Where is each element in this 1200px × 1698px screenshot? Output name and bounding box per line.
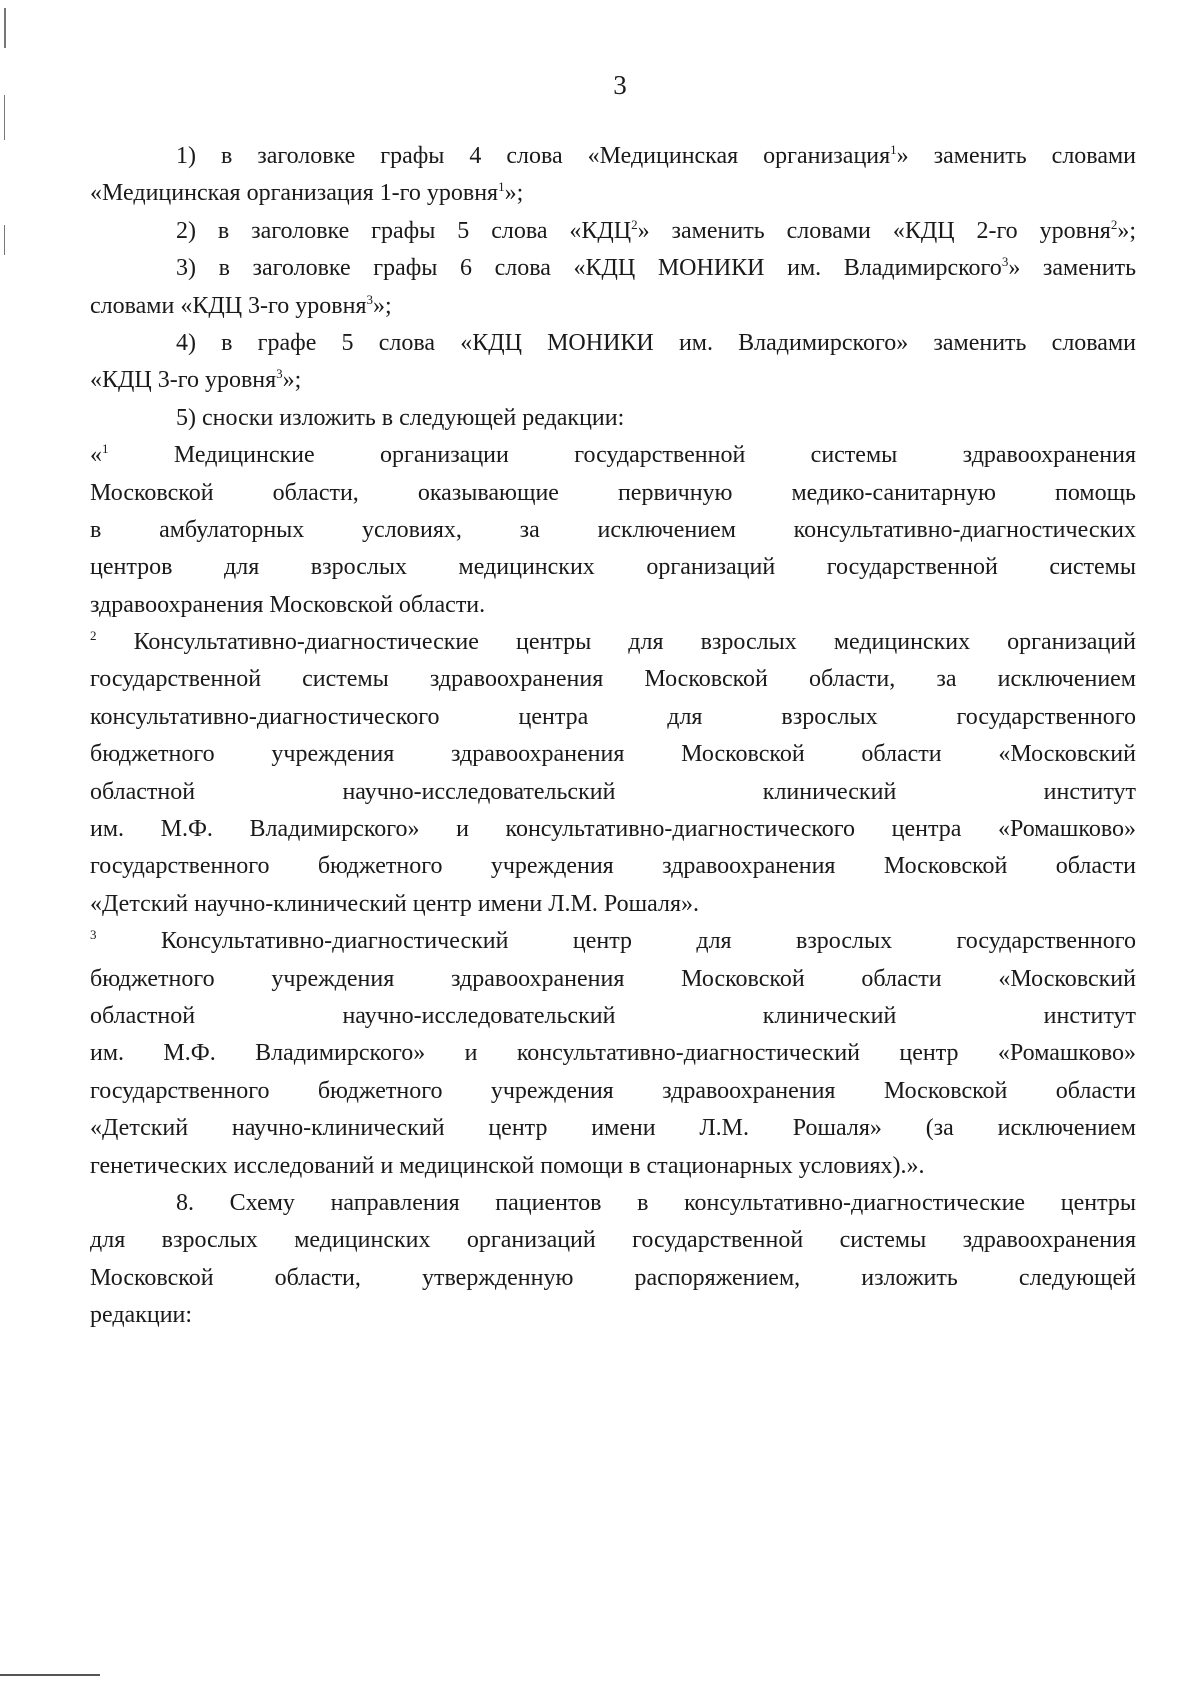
text-line [90,1035,1136,1072]
text-run: государственного бюджетного учреждения здравоохранения Московской области [90,853,1136,880]
text-line [90,362,1136,399]
text-run: им. М.Ф. Владимирского» и консультативно-диагностического центра «Ромашково» [90,816,1136,843]
text-run: 2) в заголовке графы 5 слова «КДЦ [176,217,632,244]
text-line [90,923,1136,960]
text-run: здравоохранения Московской области. [90,591,486,618]
footnote-marker: 3 [1001,254,1009,270]
text-run: 1) в заголовке графы 4 слова «Медицинская организация [176,143,891,169]
text-line [90,325,1136,362]
text-run: областной научно-исследовательский клинический институт [90,1002,1136,1029]
text-line [90,624,1136,661]
text-line [90,512,1136,549]
text-run: 3) в заголовке графы 6 слова «КДЦ МОНИКИ им. Владимирского [176,255,1002,282]
text-run: Консультативно-диагностический центр для взрослых государственного [96,928,1136,955]
text-run: 5) сноски изложить в следующей редакции: [176,404,625,431]
text-line [90,1073,1136,1110]
text-line [90,475,1136,512]
text-run: Московской области, утвержденную распоряжением, изложить следующей [90,1264,1136,1291]
text-line [90,699,1136,736]
text-run: в амбулаторных условиях, за исключением консультативно-диагностических [90,516,1136,543]
text-run: «Детский научно-клинический центр имени Л.М. Рошаля». [90,890,699,917]
text-run: »; [1117,217,1136,244]
text-run: Медицинские организации государственной системы здравоохранения [108,442,1136,469]
footnote-rule [0,1674,100,1676]
text-line [90,736,1136,773]
text-run: генетических исследований и медицинской помощи в стационарных условиях).». [90,1152,925,1179]
footnote-marker: 3 [90,927,97,943]
text-run: 8. Схему направления пациентов в консультативно-диагностические центры [176,1189,1136,1216]
text-line [90,175,1136,212]
text-run: бюджетного учреждения здравоохранения Московской области «Московский [90,741,1136,768]
scan-edge-mark [4,225,5,255]
text-line [90,661,1136,698]
footnote-marker: 3 [366,291,373,307]
text-line [90,549,1136,586]
text-run: «Детский научно-клинический центр имени Л.М. Рошаля» (за исключением [90,1115,1136,1142]
footnote-marker: 1 [102,441,109,457]
text-line [90,587,1136,624]
text-run: государственного бюджетного учреждения здравоохранения Московской области [90,1077,1136,1104]
text-line [90,213,1136,250]
text-line [90,774,1136,811]
footnote-marker: 2 [631,216,638,232]
text-run: бюджетного учреждения здравоохранения Московской области «Московский [90,965,1136,992]
footnote-marker: 2 [1110,216,1118,232]
text-run: «Медицинская организация 1-го уровня [90,180,499,207]
text-run: » заменить словами [896,143,1136,169]
text-line [90,1260,1136,1297]
footnote-marker: 2 [90,628,97,644]
text-run: »; [282,367,302,394]
text-run: «КДЦ 3-го уровня [90,367,277,394]
text-run: для взрослых медицинских организаций государственной системы здравоохранения [90,1227,1136,1254]
document-body [90,138,1136,1335]
text-run: « [90,442,102,469]
text-line [90,998,1136,1035]
text-line [90,250,1136,287]
page-number: 3 [613,70,627,100]
text-run: Московской области, оказывающие первичную медико-санитарную помощь [90,479,1136,506]
footnote-marker: 1 [890,142,897,157]
scan-edge-mark [4,95,5,140]
text-run: Консультативно-диагностические центры для взрослых медицинских организаций [96,629,1136,656]
text-line [90,811,1136,848]
text-line [90,1297,1136,1334]
text-run: словами «КДЦ 3-го уровня [90,292,367,319]
text-line [90,138,1136,175]
text-line [90,1185,1136,1222]
footnote-marker: 1 [498,179,505,195]
text-line [90,1148,1136,1185]
text-line [90,1110,1136,1147]
text-run: редакции: [90,1302,193,1329]
scan-edge-mark [4,8,6,48]
text-run: государственной системы здравоохранения Московской области, за исключением [90,666,1136,693]
text-line [90,288,1136,325]
text-line [90,961,1136,998]
text-run: центров для взрослых медицинских организаций государственной системы [90,554,1136,581]
text-line [90,400,1136,437]
text-run: 4) в графе 5 слова «КДЦ МОНИКИ им. Владимирского» заменить словами [176,329,1136,356]
text-run: »; [504,180,524,207]
text-run: консультативно-диагностического центра для взрослых государственного [90,703,1136,730]
text-line [90,848,1136,885]
text-line [90,437,1136,474]
text-run: областной научно-исследовательский клинический институт [90,778,1136,805]
text-line [90,886,1136,923]
text-run: »; [373,292,392,319]
text-run: » заменить [1008,255,1137,282]
text-run: им. М.Ф. Владимирского» и консультативно-диагностический центр «Ромашково» [90,1040,1136,1067]
text-line [90,1222,1136,1259]
footnote-marker: 3 [276,366,283,382]
text-run: » заменить словами «КДЦ 2-го уровня [637,217,1111,244]
